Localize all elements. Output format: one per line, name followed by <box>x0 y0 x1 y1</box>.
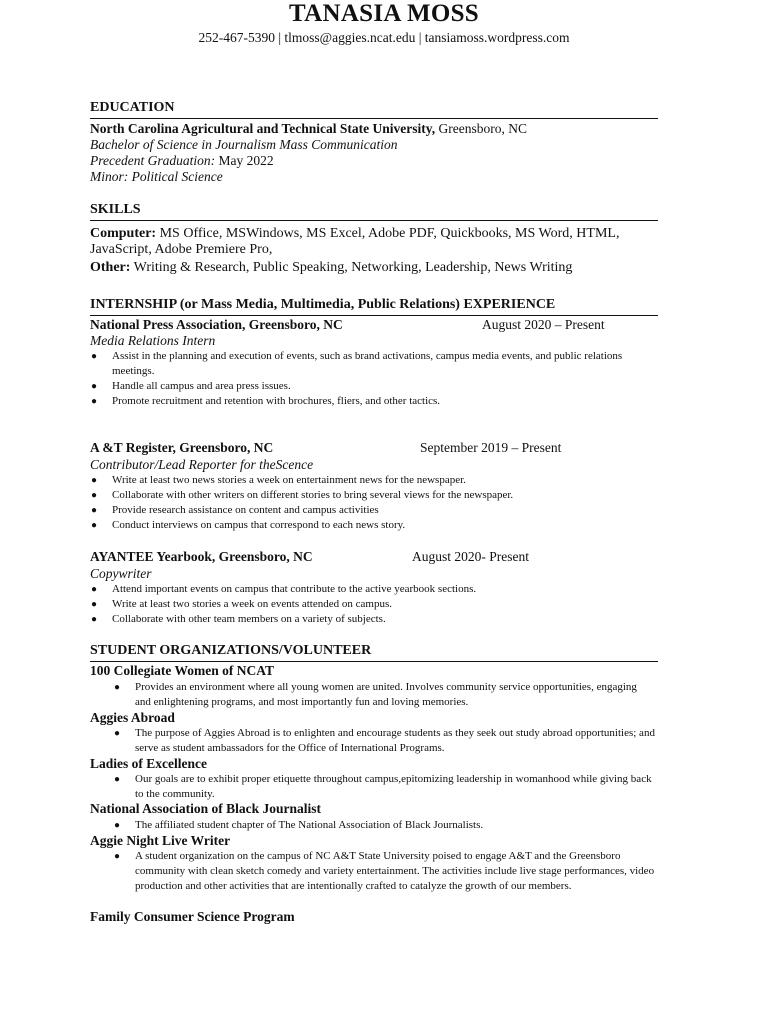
list-item: ● Write at least two stories a week on events attended on campus. <box>91 598 392 610</box>
education-graduation <box>90 153 274 169</box>
skills-other <box>90 260 572 276</box>
computer-skills-line1: MS Office, MSWindows, MS Excel, Adobe PDF, Quickbooks, MS Word, HTML, <box>156 226 620 241</box>
list-item: ● Provide research assistance on content and campus activities <box>91 504 379 516</box>
list-item: ● Collaborate with other writers on different stories to bring several views for the newspaper. <box>91 489 514 501</box>
list-item: ● Promote recruitment and retention with brochures, fliers, and other tactics. <box>91 395 441 407</box>
job-2-bullets <box>91 473 660 533</box>
list-item: ● Assist in the planning and execution of events, such as brand activations, campus media events, and public relations meetings. <box>91 350 623 377</box>
organizations-divider <box>90 661 658 662</box>
org-4-bullets <box>114 818 655 833</box>
education-degree: Bachelor of Science in Journalism Mass Communication <box>90 137 398 152</box>
org-5-name: Aggie Night Live Writer <box>90 833 231 848</box>
job-1-date: August 2020 – Present <box>482 317 605 332</box>
other-skills-value: Writing & Research, Public Speaking, Networking, Leadership, News Writing <box>130 260 573 275</box>
org-4-name: National Association of Black Journalist <box>90 801 322 816</box>
experience-heading: INTERNSHIP (or Mass Media, Multimedia, Public Relations) EXPERIENCE <box>90 297 556 312</box>
org-2-bullets <box>114 726 655 756</box>
education-divider <box>90 118 658 119</box>
bullet-icon: ● <box>114 851 121 862</box>
list-item: ● Our goals are to exhibit proper etiquette throughout campus,epitomizing leadership in womanhood while giving back to the community. <box>114 773 652 800</box>
job-1-role: Media Relations Intern <box>90 333 216 348</box>
graduation-date: May 2022 <box>215 153 274 168</box>
list-item: ● The purpose of Aggies Abroad is to enlighten and encourage students as they seek out study abroad opportunities; and serve as student ambassadors for the Office of International Programs. <box>114 727 655 754</box>
education-heading: EDUCATION <box>90 100 175 115</box>
bullet-icon: ● <box>114 728 121 739</box>
other-skills-label: Other: <box>90 260 131 275</box>
bullet-icon: ● <box>91 505 98 516</box>
contact-line: 252-467-5390 | tlmoss@aggies.ncat.edu | tansiamoss.wordpress.com <box>198 30 570 45</box>
list-item: ● Write at least two news stories a week on entertainment news for the newspaper. <box>91 474 466 486</box>
bullet-icon: ● <box>91 475 98 486</box>
job-2-role: Contributor/Lead Reporter for theScence <box>90 457 314 472</box>
list-item: ● Conduct interviews on campus that correspond to each news story. <box>91 519 406 531</box>
org-2-name: Aggies Abroad <box>90 710 175 725</box>
bullet-icon: ● <box>91 520 98 531</box>
skills-computer <box>90 226 619 242</box>
bullet-icon: ● <box>114 774 121 785</box>
job-2-date: September 2019 – Present <box>420 440 562 455</box>
job-2-org: A &T Register, Greensboro, NC <box>90 440 274 455</box>
bullet-icon: ● <box>91 381 98 392</box>
list-item: ● Handle all campus and area press issues. <box>91 380 291 392</box>
experience-divider <box>90 315 658 316</box>
job-3-role: Copywriter <box>90 566 152 581</box>
org-5-bullets <box>114 849 655 894</box>
school-location: Greensboro, NC <box>435 121 527 136</box>
skills-heading: SKILLS <box>90 202 141 217</box>
job-3-date: August 2020- Present <box>412 549 529 564</box>
org-1-name: 100 Collegiate Women of NCAT <box>90 663 274 678</box>
skills-divider <box>90 220 658 221</box>
list-item: ● The affiliated student chapter of The National Association of Black Journalists. <box>114 819 484 831</box>
bullet-icon: ● <box>114 682 121 693</box>
job-1-org: National Press Association, Greensboro, NC <box>90 317 343 332</box>
bullet-icon: ● <box>91 599 98 610</box>
org-3-name: Ladies of Excellence <box>90 756 207 771</box>
bullet-icon: ● <box>91 584 98 595</box>
bullet-icon: ● <box>91 490 98 501</box>
graduation-label: Precedent Graduation: <box>90 153 216 168</box>
org-3-bullets <box>114 772 655 802</box>
computer-skills-label: Computer: <box>90 226 157 241</box>
computer-skills-line2: JavaScript, Adobe Premiere Pro, <box>90 242 273 257</box>
school-name: North Carolina Agricultural and Technical State University, <box>90 121 436 136</box>
job-3-bullets <box>91 582 660 627</box>
list-item: ● Attend important events on campus that contribute to the active yearbook sections. <box>91 583 477 595</box>
list-item: ● A student organization on the campus of NC A&T State University poised to engage A&T and the Greensboro community with clean sketch comedy and variety entertainment. The activities include live stage performances, video production and other activities that are intentionally crafted to catalyze the growth of our members. <box>114 850 655 892</box>
org-6-name: Family Consumer Science Program <box>90 909 295 924</box>
list-item: ● Collaborate with other team members on a variety of subjects. <box>91 613 386 625</box>
education-minor: Minor: Political Science <box>90 169 223 184</box>
education-school <box>90 121 527 137</box>
list-item: ● Provides an environment where all young women are united. Involves community service opportunities, engaging and enlightening programs, and most importantly fun and loving memories. <box>114 681 637 708</box>
organizations-heading: STUDENT ORGANIZATIONS/VOLUNTEER <box>90 643 372 658</box>
bullet-icon: ● <box>91 351 98 362</box>
org-1-bullets <box>114 680 655 710</box>
bullet-icon: ● <box>91 396 98 407</box>
bullet-icon: ● <box>91 614 98 625</box>
job-1-bullets <box>91 349 660 409</box>
job-3-org: AYANTEE Yearbook, Greensboro, NC <box>90 549 313 564</box>
bullet-icon: ● <box>114 820 121 831</box>
candidate-name: TANASIA MOSS <box>289 0 479 27</box>
